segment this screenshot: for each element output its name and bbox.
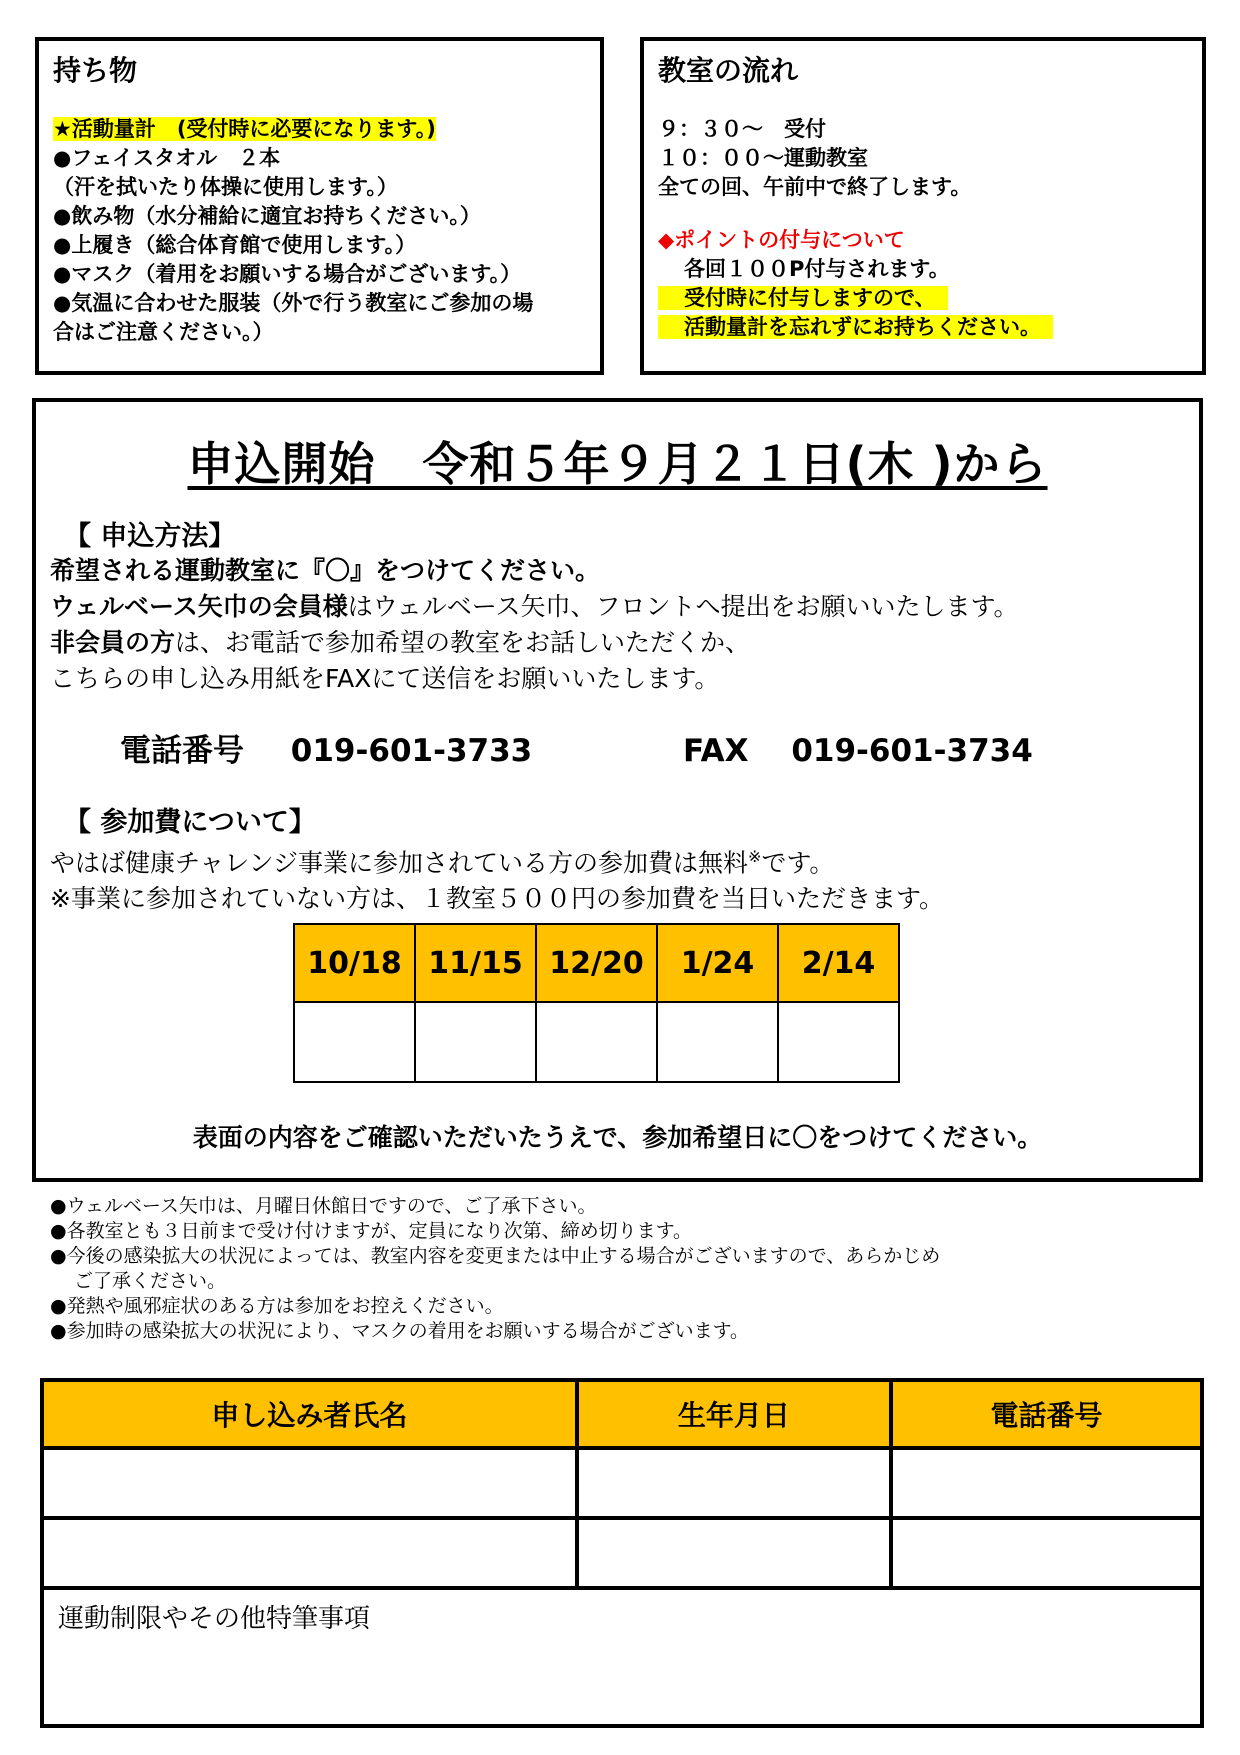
notes-list [50,1194,940,1344]
date-check-cell[interactable] [294,1002,415,1082]
activity-meter-note: ★活動量計 (受付時に必要になります。) [53,117,436,141]
fee-line [50,839,1185,881]
application-form [40,1378,1204,1728]
name-field[interactable] [44,1448,577,1518]
date-header: 12/20 [536,924,657,1002]
flow-line: １０：００～運動教室 [658,146,868,170]
items-line: ●マスク（着用をお願いする場合がございます。） [53,262,522,286]
nonmember-label: 非会員の方 [50,628,176,657]
fee-text: やはば健康チャレンジ事業に参加されている方の参加費は無料 [50,848,749,878]
items-line: ●フェイスタオル ２本 [53,146,281,170]
name-field[interactable] [44,1518,577,1588]
member-line [50,589,1185,625]
point-title: ◆ポイントの付与について [658,228,905,252]
note-item: ●各教室とも３日前まで受け付けますが、定員になり次第、締め切ります。 [50,1220,693,1242]
method-title: 【 申込方法】 [64,521,236,552]
phone-field[interactable] [891,1448,1200,1518]
date-check-cell[interactable] [657,1002,778,1082]
flow-line: 全ての回、午前中で終了します。 [658,175,972,199]
date-header: 2/14 [778,924,899,1002]
items-line [53,115,586,144]
date-check-cell[interactable] [415,1002,536,1082]
note-item: ●発熱や風邪症状のある方は参加をお控えください。 [50,1295,504,1317]
member-label: ウェルベース矢巾の会員様 [50,592,348,621]
items-line: 合はご注意ください。） [53,320,274,344]
point-line: 各回１００P付与されます。 [684,257,950,281]
birthdate-field[interactable] [577,1448,891,1518]
fax-number: 019-601-3734 [791,733,1033,769]
phone-number: 019-601-3733 [290,733,533,769]
member-text: はウェルベース矢巾、フロントへ提出をお願いいたします。 [347,592,1019,621]
fee-note: ※事業に参加されていない方は、１教室５００円の参加費を当日いただきます。 [50,884,944,914]
date-header: 10/18 [294,924,415,1002]
applicant-table [44,1382,1200,1590]
date-check-cell[interactable] [778,1002,899,1082]
items-line: （汗を拭いたり体操に使用します。） [53,175,398,199]
note-item: ご了承ください。 [74,1270,227,1292]
point-line-highlight: 受付時に付与しますので、 [658,286,948,310]
method-line: 希望される運動教室に『〇』をつけてください。 [50,556,601,585]
flow-title: 教室の流れ [658,54,799,87]
birthdate-column-header: 生年月日 [577,1382,891,1448]
confirm-instruction: 表面の内容をご確認いただいたうえで、参加希望日に〇をつけてください。 [192,1123,1043,1152]
phone-column-header: 電話番号 [891,1382,1200,1448]
date-header: 1/24 [657,924,778,1002]
note-item: ●今後の感染拡大の状況によっては、教室内容を変更または中止する場合がございますので、あらかじめ [50,1245,941,1267]
table-row [44,1518,1200,1588]
fee-text-end: です。 [761,848,835,878]
phone-label: 電話番号 [120,733,244,769]
nonmember-text: は、お電話で参加希望の教室をお話しいただくか、 [175,628,751,657]
note-item: ●参加時の感染拡大の状況により、マスクの着用をお願いする場合がございます。 [50,1320,750,1342]
table-row [44,1448,1200,1518]
phone-field[interactable] [891,1518,1200,1588]
date-check-cell[interactable] [536,1002,657,1082]
items-box [35,37,604,375]
name-column-header: 申し込み者氏名 [44,1382,577,1448]
flow-box [640,37,1206,375]
point-line-highlight: 活動量計を忘れずにお持ちください。 [658,315,1053,339]
date-header: 11/15 [415,924,536,1002]
items-line: ●気温に合わせた服装（外で行う教室にご参加の場 [53,291,534,315]
nonmember-line [50,625,1185,661]
items-title: 持ち物 [53,54,138,87]
fax-label: FAX [683,733,749,769]
items-line: ●上履き（総合体育館で使用します。） [53,233,417,257]
flow-line: ９：３０～ 受付 [658,117,826,141]
birthdate-field[interactable] [577,1518,891,1588]
application-start-headline: 申込開始 令和５年９月２１日(木 )から [187,437,1048,491]
note-item: ●ウェルベース矢巾は、月曜日休館日ですので、ご了承下さい。 [50,1195,597,1217]
fax-instruction: こちらの申し込み用紙をFAXにて送信をお願いいたします。 [50,664,720,693]
fee-title: 【 参加費について】 [64,807,316,838]
fee-note-mark: ※ [748,847,762,866]
remarks-label: 運動制限やその他特筆事項 [58,1604,371,1634]
application-box [32,398,1203,1182]
remarks-field[interactable] [44,1590,1200,1643]
contact-row [120,725,1185,770]
date-selection-table [293,923,900,1083]
items-line: ●飲み物（水分補給に適宜お持ちください。） [53,204,481,228]
